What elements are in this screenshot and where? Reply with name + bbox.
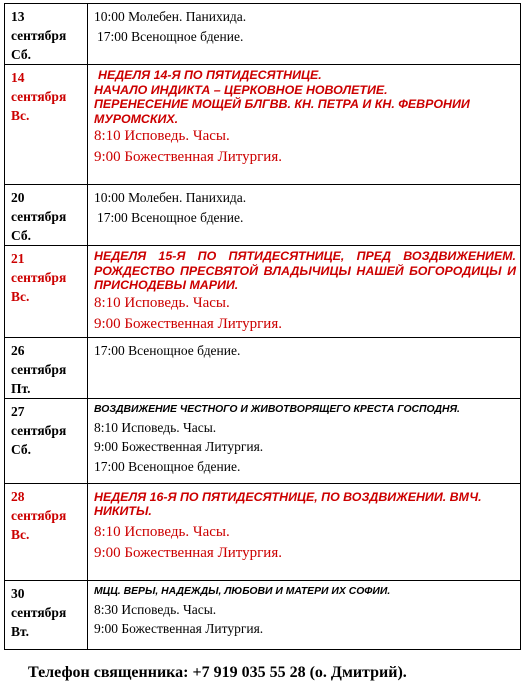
- service-time: 9:00 Божественная Литургия.: [94, 149, 282, 165]
- feast-title: ВОЗДВИЖЕНИЕ ЧЕСТНОГО И ЖИВОТВОРЯЩЕГО КРЕСТА ГОСПОДНЯ.: [94, 403, 460, 415]
- weekday: Вс.: [11, 526, 30, 542]
- month-name: сентября: [11, 28, 67, 43]
- service-time: 9:00 Божественная Литургия.: [94, 439, 264, 454]
- table-row: [5, 398, 521, 483]
- feast-title: НЕДЕЛЯ 14-Я ПО ПЯТИДЕСЯТНИЦЕ.: [98, 68, 322, 82]
- table-row: [5, 4, 521, 65]
- table-row: [5, 483, 521, 580]
- month-name: сентября: [11, 89, 67, 104]
- weekday: Сб.: [11, 228, 32, 243]
- table-row: [5, 580, 521, 649]
- date-cell: [5, 398, 88, 483]
- service-time: 17:00 Всенощное бдение.: [97, 28, 244, 44]
- service-time: 8:10 Исповедь. Часы.: [94, 419, 217, 435]
- feast-title: НАЧАЛО ИНДИКТА – ЦЕРКОВНОЕ НОВОЛЕТИЕ.: [94, 82, 388, 97]
- month-name: сентября: [11, 209, 67, 224]
- month-name: сентября: [11, 604, 67, 620]
- services-cell: [88, 337, 521, 398]
- day-number: 21: [11, 251, 25, 266]
- service-time: 9:00 Божественная Литургия.: [94, 544, 282, 561]
- service-time: 8:10 Исповедь. Часы.: [94, 294, 230, 311]
- service-time: 9:00 Божественная Литургия.: [94, 621, 264, 636]
- services-cell: [88, 246, 521, 338]
- weekday: Вт.: [11, 623, 29, 639]
- service-time: 10:00 Молебен. Панихида.: [94, 190, 247, 205]
- feast-title: НЕДЕЛЯ 15-Я ПО ПЯТИДЕСЯТНИЦЕ, ПРЕД ВОЗДВИЖЕНИЕМ. РОЖДЕСТВО ПРЕСВЯТОЙ ВЛАДЫЧИЦЫ НАШЕЙ БОГОРОДИЦЫ И ПРИСНОДЕВЫ МАРИИ.: [94, 249, 516, 292]
- services-cell: [88, 398, 521, 483]
- date-cell: [5, 185, 88, 246]
- date-cell: [5, 65, 88, 185]
- day-number: 13: [11, 9, 25, 24]
- weekday: Сб.: [11, 47, 32, 62]
- table-row: [5, 65, 521, 185]
- service-time: 8:30 Исповедь. Часы.: [94, 601, 217, 617]
- weekday: Пт.: [11, 380, 31, 396]
- day-number: 20: [11, 190, 25, 205]
- service-time: 17:00 Всенощное бдение.: [94, 458, 241, 474]
- services-cell: [88, 185, 521, 246]
- day-number: 14: [11, 70, 25, 85]
- table-row: [5, 185, 521, 246]
- table-row: [5, 337, 521, 398]
- month-name: сентября: [11, 422, 67, 438]
- services-cell: [88, 483, 521, 580]
- month-name: сентября: [11, 507, 67, 523]
- feast-title: ПЕРЕНЕСЕНИЕ МОЩЕЙ БЛГВВ. КН. ПЕТРА И КН. ФЕВРОНИИ МУРОМСКИХ.: [94, 97, 470, 126]
- date-cell: [5, 4, 88, 65]
- day-number: 30: [11, 585, 25, 601]
- weekday: Вс.: [11, 289, 30, 304]
- weekday: Вс.: [11, 108, 30, 123]
- weekday: Сб.: [11, 441, 32, 457]
- schedule-table: [4, 3, 521, 650]
- services-cell: [88, 580, 521, 649]
- services-cell: [88, 4, 521, 65]
- service-time: 10:00 Молебен. Панихида.: [94, 9, 247, 24]
- date-cell: [5, 246, 88, 338]
- date-cell: [5, 580, 88, 649]
- date-cell: [5, 337, 88, 398]
- service-time: 17:00 Всенощное бдение.: [97, 209, 244, 225]
- feast-title: МЦЦ. ВЕРЫ, НАДЕЖДЫ, ЛЮБОВИ И МАТЕРИ ИХ СОФИИ.: [94, 585, 391, 597]
- day-number: 28: [11, 488, 25, 504]
- priest-phone: Телефон священника: +7 919 035 55 28 (о. Дмитрий).: [28, 664, 407, 681]
- service-time: 17:00 Всенощное бдение.: [94, 342, 241, 358]
- date-cell: [5, 483, 88, 580]
- table-row: [5, 246, 521, 338]
- service-time: 8:10 Исповедь. Часы.: [94, 128, 230, 144]
- day-number: 26: [11, 342, 25, 358]
- service-time: 9:00 Божественная Литургия.: [94, 315, 282, 332]
- day-number: 27: [11, 403, 25, 419]
- services-cell: [88, 65, 521, 185]
- month-name: сентября: [11, 361, 67, 377]
- month-name: сентября: [11, 270, 67, 285]
- service-time: 8:10 Исповедь. Часы.: [94, 523, 230, 540]
- feast-title: НЕДЕЛЯ 16-Я ПО ПЯТИДЕСЯТНИЦЕ, ПО ВОЗДВИЖЕНИИ. ВМЧ. НИКИТЫ.: [94, 489, 482, 518]
